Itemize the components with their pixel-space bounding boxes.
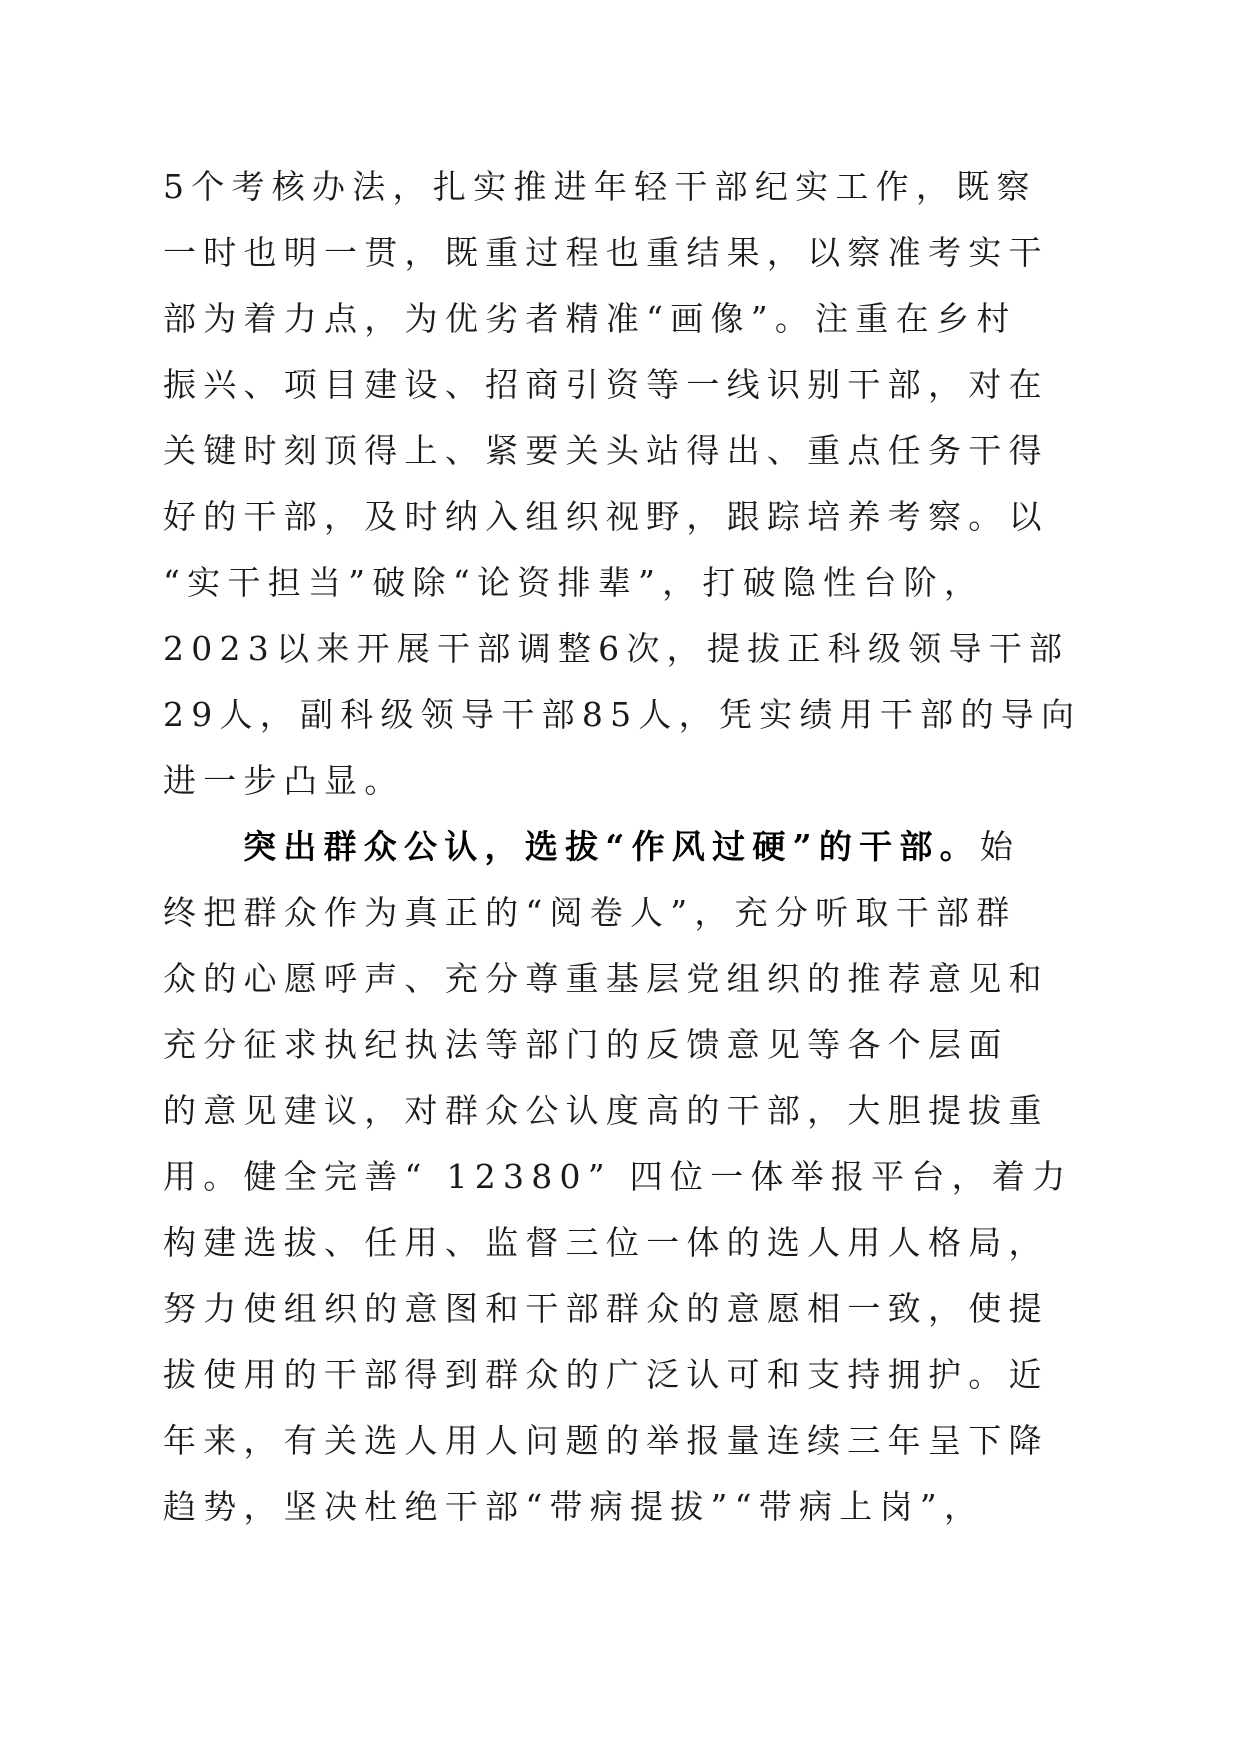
paragraph-2-line-1 (243, 814, 1063, 880)
paragraph-1-line-5: 关键时刻顶得上、紧要关头站得出、重点任务干得 (163, 431, 1049, 470)
paragraph-2-line-7: 构建选拔、任用、监督三位一体的选人用人格局， (163, 1223, 1049, 1262)
paragraph-1-line-3: 部为着力点，为优劣者精准“画像”。注重在乡村 (163, 299, 1017, 338)
paragraph-2-line-4: 充分征求执纪执法等部门的反馈意见等各个层面 (163, 1025, 1009, 1064)
paragraph-2-line-3: 众的心愿呼声、充分尊重基层党组织的推荐意见和 (163, 959, 1049, 998)
paragraph-2-line-11: 趋势，坚决杜绝干部“带病提拔”“带病上岗”， (163, 1487, 985, 1526)
paragraph-2-line-8: 努力使组织的意图和干部群众的意愿相一致，使提 (163, 1289, 1049, 1328)
paragraph-2-line-10: 年来，有关选人用人问题的举报量连续三年呈下降 (163, 1421, 1049, 1460)
paragraph-1-line-4: 振兴、项目建设、招商引资等一线识别干部，对在 (163, 365, 1049, 404)
paragraph-2-line-5: 的意见建议，对群众公认度高的干部，大胆提拔重 (163, 1091, 1049, 1130)
paragraph-2-line-2: 终把群众作为真正的“阅卷人”，充分听取干部群 (163, 893, 1017, 932)
paragraph-1-line-9: 29人，副科级领导干部85人，凭实绩用干部的导向 (163, 695, 1082, 734)
paragraph-1-line-7: “实干担当”破除“论资排辈”，打破隐性台阶， (163, 563, 985, 602)
paragraph-2-line-6: 用。健全完善“ 12380” 四位一体举报平台，着力 (163, 1157, 1073, 1196)
paragraph-1-line-6: 好的干部，及时纳入组织视野，跟踪培养考察。以 (163, 497, 1049, 536)
paragraph-2-line-9: 拔使用的干部得到群众的广泛认可和支持拥护。近 (163, 1355, 1049, 1394)
paragraph-2-heading: 突出群众公认，选拔“作风过硬”的干部。 (243, 827, 980, 866)
paragraph-1-line-10: 进一步凸显。 (163, 761, 405, 800)
paragraph-1-line-1: 5个考核办法，扎实推进年轻干部纪实工作，既察 (163, 167, 1037, 206)
paragraph-2-heading-continuation: 始 (979, 827, 1021, 866)
paragraph-1-line-8: 2023以来开展干部调整6次，提拔正科级领导干部 (163, 629, 1070, 668)
paragraph-1-line-2: 一时也明一贯，既重过程也重结果，以察准考实干 (163, 233, 1049, 272)
